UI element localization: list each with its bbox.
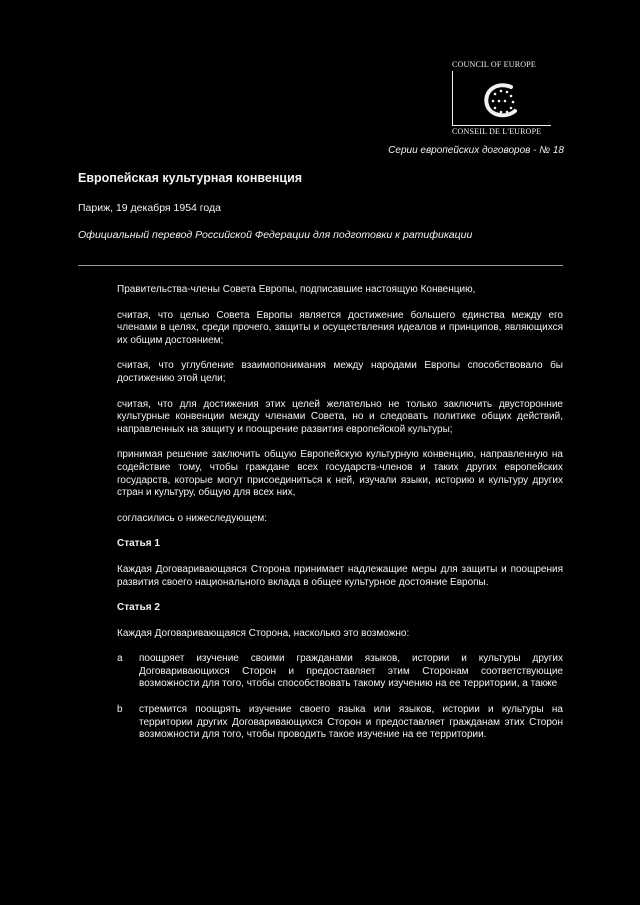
- item-marker: b: [117, 704, 123, 716]
- item-marker: a: [117, 653, 123, 665]
- preamble-paragraph: принимая решение заключить общую Европейскую культурную конвенцию, направленную на содействие тому, чтобы граждане всех государств-членов и таких других европейских государств, которые могут присоединиться к ней, изучали языки, историю и культуру других стран и культуру, общую для всех них,: [117, 449, 563, 499]
- article-2-item-a: [117, 653, 563, 691]
- logo-frame: [452, 71, 551, 126]
- translation-note: Официальный перевод Российской Федерации для подготовки к ратификации: [78, 229, 473, 241]
- item-text: стремится поощрять изучение своего языка или языков, истории и культуры на территории других Договаривающихся Сторон и предоставляет гражданам этих Сторон возможности для того, чтобы проводить такое изучение на ее территории.: [139, 704, 563, 741]
- horizontal-divider: [78, 265, 563, 266]
- item-text: поощряет изучение своими гражданами языков, истории и культуры других Договаривающихся Сторон и предоставляет этим Сторонам соответствующие возможности для того, чтобы способствовать такому изучению на ее территории, а также: [139, 653, 563, 690]
- article-1-heading: Статья 1: [117, 538, 160, 550]
- logo-top-text: COUNCIL OF EUROPE: [452, 60, 536, 69]
- preamble-paragraph: Правительства-члены Совета Европы, подписавшие настоящую Конвенцию,: [117, 284, 476, 295]
- agreement-statement: согласились о нижеследующем:: [117, 512, 268, 524]
- article-2-intro: Каждая Договаривающаяся Сторона, насколько это возможно:: [117, 627, 410, 639]
- treaty-series-label: Серии европейских договоров - № 18: [388, 145, 564, 156]
- council-of-europe-logo: [452, 60, 552, 138]
- preamble-paragraph: считая, что углубление взаимопонимания между народами Европы способствовало бы достижению этой цели;: [117, 360, 563, 384]
- council-of-europe-emblem-icon: [477, 81, 527, 121]
- logo-bottom-text: CONSEIL DE L'EUROPE: [452, 127, 542, 136]
- preamble-paragraph: считая, что для достижения этих целей желательно не только заключить двусторонние культурные конвенции между членами Совета, но и следовать политике общих действий, направленных на защиту и поощрение развития европейской культуры;: [117, 398, 563, 435]
- article-2-item-b: [117, 704, 563, 742]
- place-and-date: Париж, 19 декабря 1954 года: [78, 202, 221, 214]
- document-body: [117, 284, 563, 755]
- article-2-heading: Статья 2: [117, 602, 160, 614]
- document-title: Европейская культурная конвенция: [78, 171, 303, 185]
- preamble-paragraph: считая, что целью Совета Европы является достижение большего единства между его членами в целях, среди прочего, защиты и осуществления идеалов и принципов, являющихся их общим достоянием;: [117, 309, 563, 346]
- article-1-text: Каждая Договаривающаяся Сторона принимает надлежащие меры для защиты и поощрения развития своего национального вклада в общее культурное достояние Европы.: [117, 563, 563, 588]
